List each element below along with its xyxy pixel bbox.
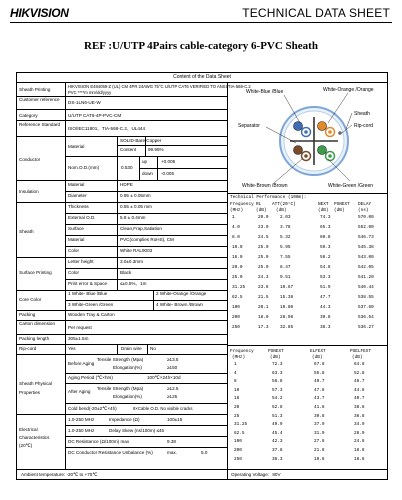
row-divider [65, 246, 227, 247]
perf1-cell: 25.0 [258, 245, 269, 250]
cold-bend-label: Cold bend(-20±2℃×4h) [68, 406, 117, 411]
ref-title: REF :U/UTP 4Pairs cable-category 6-PVC Sheath [84, 40, 318, 52]
perf2-cell: 31.25 [234, 422, 248, 428]
perf2-cell: 24.8 [354, 439, 365, 445]
packing-length-value: 305±1.5m [68, 336, 89, 341]
after-aging-label: After Aging [68, 389, 91, 394]
el-label-before: Elongation(%) [113, 365, 142, 370]
perf2-unit: (dB) [270, 355, 281, 360]
perf1-header: RL [256, 202, 262, 207]
perf1-cell: 100 [232, 305, 240, 310]
row-divider [65, 213, 227, 214]
performance-table-2 [230, 347, 385, 467]
perf2-cell: 250 [234, 456, 242, 462]
packing-value: Wooden Tray & Carton [68, 312, 115, 317]
drain-wire-label: Drain wire [121, 346, 142, 351]
label-white-orange: White-Orange /Orange [323, 87, 374, 93]
perf1-cell: 536.27 [358, 325, 374, 330]
table-caption: Content of the Data Sheet [17, 73, 387, 83]
perf1-cell: 47.7 [320, 295, 331, 300]
conductor-content-value: 99.95% [148, 147, 164, 152]
row-label-physical: Sheath Physical Properties [19, 381, 52, 395]
sheath-spec-label: Thickness [68, 204, 89, 209]
perf1-cell: 59.3 [320, 245, 331, 250]
perf2-cell: 36.3 [272, 456, 283, 462]
perf1-cell: 32.85 [280, 325, 294, 330]
core-color-pair-2: 2 White-Orange /Orange [156, 291, 207, 296]
conductor-content-label: Content [120, 147, 137, 152]
perf1-cell: 54.8 [320, 265, 331, 270]
electrical-line-c: 100±15 [167, 417, 183, 422]
perf1-cell: 31.25 [232, 285, 246, 290]
label-white-green: White-Green /Green [328, 183, 374, 189]
perf1-unit: (ns) [358, 208, 369, 213]
perf1-cell: 39.8 [320, 315, 331, 320]
perf1-cell: 60.8 [320, 235, 331, 240]
cold-bend-value: 8×Cable O.D. No visible cracks [133, 406, 193, 411]
rip-cord-mark [338, 131, 342, 135]
perf1-cell: 56.2 [320, 255, 331, 260]
el-after-value: ≥125 [167, 394, 178, 399]
orange-pair-stripe-dot [328, 130, 332, 134]
ts-label-before: Tensile Strength (Mpa) [97, 357, 144, 362]
before-aging-label: Before Aging [68, 361, 95, 366]
perf1-cell: 20.0 [258, 215, 269, 220]
leader-sheath [346, 113, 352, 129]
perf1-cell: 17.3 [258, 325, 269, 330]
perf1-cell: 21.5 [258, 295, 269, 300]
perf1-cell: 25.0 [232, 275, 243, 280]
perf1-cell: 24.3 [258, 275, 269, 280]
sheath-spec-label: Material [68, 237, 85, 242]
perf2-cell: 57.3 [272, 387, 283, 393]
sheath-spec-value: White RAL9003 [120, 248, 153, 253]
perf1-cell: 53.3 [320, 275, 331, 280]
perf2-cell: 31.9 [314, 430, 325, 436]
perf2-cell: 28.9 [354, 430, 365, 436]
sheath-spec-label: Surface [68, 226, 84, 231]
perf1-cell: 5.95 [280, 245, 291, 250]
perf1-cell: 25.0 [258, 255, 269, 260]
perf1-cell: 65.3 [320, 225, 331, 230]
perf2-cell: 37.9 [314, 422, 325, 428]
row-label-carton-dimension: Carton dimension [19, 321, 56, 326]
perf2-cell: 52.8 [354, 370, 365, 376]
row-label-sheath-printing: Sheath Printing [19, 87, 51, 92]
perf2-cell: 16 [234, 396, 240, 402]
sheath-spec-value: 5.8 ± 0.4mm [120, 215, 146, 220]
perf2-cell: 38.8 [354, 405, 365, 410]
label-sheath: Sheath [354, 111, 370, 117]
perf1-cell: 546.73 [358, 235, 374, 240]
perf1-cell: 23.6 [258, 285, 269, 290]
label-rip-cord: Rip-cord [354, 123, 373, 129]
perf2-cell: 46.7 [354, 379, 365, 385]
operating-voltage: Operating Voltage：80V [231, 472, 281, 477]
sheath-spec-value: PVC(complies RoHS), CM [120, 237, 174, 242]
brown-pair-solid [294, 146, 303, 155]
perf1-cell: 18.0 [258, 315, 269, 320]
performance-table-1 [230, 195, 385, 333]
perf2-cell: 64.8 [354, 362, 365, 367]
perf1-cell: 74.3 [320, 215, 331, 220]
green-pair-solid [318, 146, 327, 155]
perf1-header: PSNEXT [334, 202, 350, 207]
electrical-line-a: DC Conductor Resistance Unbalance (%) [68, 450, 153, 455]
electrical-line-b: Impedance (Ω) [109, 417, 140, 422]
row-label-surface-printing: Surface Printing [19, 270, 52, 275]
perf1-cell: 8.0 [232, 235, 240, 240]
ambient-temperature: Ambient temperature: -20℃ to +75℃ [21, 472, 98, 477]
perf1-cell: 537.60 [358, 305, 374, 310]
surface-spec-value: ≤±0.5%、1m [120, 281, 147, 286]
brown-pair-stripe-dot [304, 154, 308, 158]
perf1-header: Frequency [230, 202, 254, 207]
perf2-cell: 43.7 [314, 396, 325, 402]
header-rule [10, 22, 392, 23]
row-label-customer-reference: Customer reference [19, 97, 60, 102]
perf1-cell: 51.9 [320, 285, 331, 290]
perf1-unit: (MHz) [230, 208, 244, 213]
perf1-cell: 38.3 [320, 325, 331, 330]
perf1-cell: 10.67 [280, 285, 294, 290]
perf1-cell: 23.0 [258, 225, 269, 230]
perf2-cell: 19.8 [314, 456, 325, 462]
doc-title: TECHNICAL DATA SHEET [242, 6, 390, 20]
perf1-cell: 62.5 [232, 295, 243, 300]
insulation-diameter-value: 0.95 ± 0.05mm [120, 193, 151, 198]
tol-down-label: down [142, 171, 153, 176]
tol-up-value: +0.005 [161, 159, 176, 164]
sheath-spec-value: 0.55 ± 0.05 mm [120, 204, 152, 209]
row-label-sheath: Sheath [19, 229, 34, 234]
perf1-cell: 2.03 [280, 215, 291, 220]
customer-reference-value: DS-1LN6-UE-W [68, 100, 101, 105]
perf2-cell: 1 [234, 362, 237, 367]
perf2-cell: 52.8 [272, 405, 283, 410]
perf1-header: NEXT [318, 202, 329, 207]
perf2-cell: 39.8 [314, 413, 325, 419]
row-divider [65, 268, 227, 269]
perf2-unit: (MHz) [232, 355, 246, 360]
perf1-cell: 545.38 [358, 245, 374, 250]
perf2-cell: 49.9 [272, 422, 283, 428]
cable-diagram [228, 83, 387, 193]
perf1-header: DELAY [358, 202, 372, 207]
row-label-reference-standard: Reference Standard [19, 122, 61, 127]
electrical-line-b: Delay Skew (ns/100m) ≤45 [109, 428, 165, 433]
green-pair-stripe-dot [328, 154, 332, 158]
perf1-cell: 20.1 [258, 305, 269, 310]
row-divider [65, 224, 227, 225]
surface-spec-label: Color [68, 270, 79, 275]
sheath-printing-line2: PVC ****m mm/dd/yyyy [68, 90, 112, 95]
perf2-cell: 200 [234, 448, 242, 453]
row-label-packing-length: Packing length [19, 336, 50, 341]
perf1-cell: 4.0 [232, 225, 240, 230]
perf2-cell: 27.8 [314, 439, 325, 445]
perf2-cell: 21.8 [314, 448, 325, 453]
perf2-header: PSELFEXT [350, 349, 372, 354]
perf2-cell: 45.4 [272, 430, 283, 436]
surface-spec-label: Print error & Space [68, 281, 108, 286]
aging-period-label: Aging Period (℃×hrs) [68, 375, 113, 380]
perf2-cell: 10 [234, 387, 240, 393]
perf1-cell: 543.00 [358, 255, 374, 260]
perf2-cell: 41.8 [314, 405, 325, 410]
label-white-brown: White-Brown /Brown [242, 183, 288, 189]
perf1-cell: 19.80 [280, 305, 294, 310]
perf2-cell: 36.8 [354, 413, 365, 419]
perf1-cell: 536.54 [358, 315, 374, 320]
perf1-cell: 9.51 [280, 275, 291, 280]
drain-wire-value: No [150, 346, 156, 351]
carton-value: Per request [68, 325, 92, 330]
core-color-pair-4: 4 White- Brown /Brown [156, 302, 203, 307]
label-white-blue: White-Blue /Blue [246, 89, 284, 95]
label-separator: Separator [238, 123, 260, 129]
perf1-cell: 24.5 [258, 235, 269, 240]
row-label-conductor: Conductor [19, 157, 41, 162]
perf1-cell: 540.44 [358, 285, 374, 290]
perf1-cell: 8.47 [280, 265, 291, 270]
ts-label-after: Tensile Strength (Mpa) [97, 386, 144, 391]
perf1-cell: 542.05 [358, 265, 374, 270]
cable-cross-section [228, 83, 387, 193]
row-label-insulation: Insulation [19, 189, 39, 194]
rip-cord-value: Yes [68, 346, 76, 351]
nom-od-label: Nom.O.D.(mm) [68, 165, 100, 170]
row-divider [65, 436, 227, 437]
footer-row [17, 469, 387, 479]
sheath-spec-label: Color [68, 248, 79, 253]
perf1-unit: (dB) [318, 208, 329, 213]
blue-pair-stripe-dot [304, 130, 308, 134]
perf2-header: Frequency [230, 349, 254, 354]
perf1-header: ATT(20°C) [272, 202, 296, 207]
el-label-after: Elongation(%) [113, 394, 142, 399]
tol-up-label: up [142, 159, 148, 164]
perf2-cell: 100 [234, 439, 242, 445]
perf1-cell: 7.55 [280, 255, 291, 260]
aging-period-value: 100℃×24h×10d [147, 375, 181, 380]
conductor-material-label: Material [68, 144, 85, 149]
perf1-cell: 250 [232, 325, 240, 330]
perf2-cell: 67.8 [314, 362, 325, 367]
el-before-value: ≥150 [167, 365, 178, 370]
perf2-cell: 8 [234, 379, 237, 385]
row-label-category: Category [19, 113, 38, 118]
insulation-material-value: HDPE [120, 182, 133, 187]
perf2-unit: (dB) [312, 355, 323, 360]
perf2-cell: 34.9 [354, 422, 365, 428]
insulation-diameter-label: Diameter [68, 193, 87, 198]
core-color-pair-3: 3 White-Green /Green [68, 302, 114, 307]
perf1-cell: 541.20 [358, 275, 374, 280]
perf2-cell: 42.3 [272, 439, 283, 445]
row-divider [65, 279, 227, 280]
brand-logo: HIKVISION [10, 6, 69, 20]
blue-pair-solid [294, 122, 303, 131]
perf2-unit: (dB) [352, 355, 363, 360]
surface-spec-value: Black [120, 270, 132, 275]
perf2-cell: 40.7 [354, 396, 365, 402]
sheath-spec-label: External O.D. [68, 215, 96, 220]
conductor-material-value: SOLID-Bare Copper [120, 138, 162, 143]
electrical-line-b: max. [167, 450, 177, 455]
perf1-cell: 200 [232, 315, 240, 320]
perf2-cell: 37.8 [272, 448, 283, 453]
electrical-line-c: 5.0 [201, 450, 208, 455]
row-label-core-color: Core Color [19, 297, 42, 302]
perf2-cell: 16.8 [354, 456, 365, 462]
perf2-cell: 58.8 [272, 379, 283, 385]
perf1-cell: 10.0 [232, 245, 243, 250]
perf2-cell: 20 [234, 405, 240, 410]
core-color-pair-1: 1 White- Blue /Blue [68, 291, 108, 296]
perf1-unit: (dB) [334, 208, 345, 213]
nom-od-value: 0.530 [121, 165, 133, 170]
perf1-cell: 44.3 [320, 305, 331, 310]
perf2-cell: 54.2 [272, 396, 283, 402]
perf1-cell: 570.00 [358, 215, 374, 220]
perf2-cell: 49.7 [314, 379, 325, 385]
surface-spec-value: 3.0±0.3mm [120, 259, 143, 264]
ts-after-value: ≥12.5 [167, 386, 179, 391]
surface-spec-label: Letter height [68, 259, 94, 264]
electrical-line-c: 9.38 [167, 439, 176, 444]
perf1-cell: 28.98 [280, 315, 294, 320]
category-value: U/UTP CAT6-4P-PVC-CM [68, 113, 122, 118]
electrical-line-a: 1.0-250 MHz [68, 428, 95, 433]
perf1-cell: 3.78 [280, 225, 291, 230]
perf1-cell: 552.00 [358, 225, 374, 230]
perf1-title: Technical Performance (100m): [230, 195, 307, 200]
row-divider [65, 447, 227, 448]
perf2-cell: 4 [234, 370, 237, 376]
perf1-unit: (dB) [256, 208, 267, 213]
row-label-rip-cord: Rip-cord [19, 346, 37, 351]
tol-down-value: -0.005 [161, 171, 175, 176]
reference-standard-value: ISO/IEC11801、TIA-568-C.2、UL444 [68, 126, 146, 131]
perf2-cell: 47.8 [314, 387, 325, 393]
data-sheet-table [16, 72, 388, 480]
perf1-unit: (dB) [276, 208, 287, 213]
row-divider [65, 235, 227, 236]
perf2-cell: 18.8 [354, 448, 365, 453]
row-label-electrical: Electrical Characteristics (20℃) [19, 427, 50, 448]
perf1-cell: 1 [232, 215, 235, 220]
row-label-packing: Packing [19, 312, 36, 317]
ts-before-value: ≥13.5 [167, 357, 179, 362]
electrical-line-a: 1.0-250 MHz [68, 417, 95, 422]
perf1-cell: 5.32 [280, 235, 291, 240]
perf2-cell: 55.8 [314, 370, 325, 376]
perf2-cell: 25 [234, 413, 240, 419]
perf1-cell: 538.55 [358, 295, 374, 300]
perf1-cell: 16.0 [232, 255, 243, 260]
perf1-cell: 25.0 [258, 265, 269, 270]
orange-pair-solid [318, 122, 327, 131]
insulation-material-label: Material [68, 182, 85, 187]
sheath-spec-value: Clean,Frap,Satiation [120, 226, 162, 231]
electrical-line-a: DC Resistance (Ω/100m) max [68, 439, 130, 444]
perf2-cell: 62.5 [234, 430, 245, 436]
perf1-cell: 20.0 [232, 265, 243, 270]
perf2-cell: 51.3 [272, 413, 283, 419]
perf2-header: ELFEXT [310, 349, 326, 354]
row-divider [65, 425, 227, 426]
perf2-cell: 72.3 [272, 362, 283, 367]
perf2-cell: 63.3 [272, 370, 283, 376]
sheath-printing-line1: HIKVISION E484059-Z (UL) CM 4PR 24AWG 75°C U/UTP CAT6 VERIFIED TO ANSI/TIA-568-C.2 [68, 84, 251, 89]
perf1-cell: 15.38 [280, 295, 294, 300]
perf2-header: PSNEXT [268, 349, 284, 354]
perf2-cell: 44.8 [354, 387, 365, 393]
